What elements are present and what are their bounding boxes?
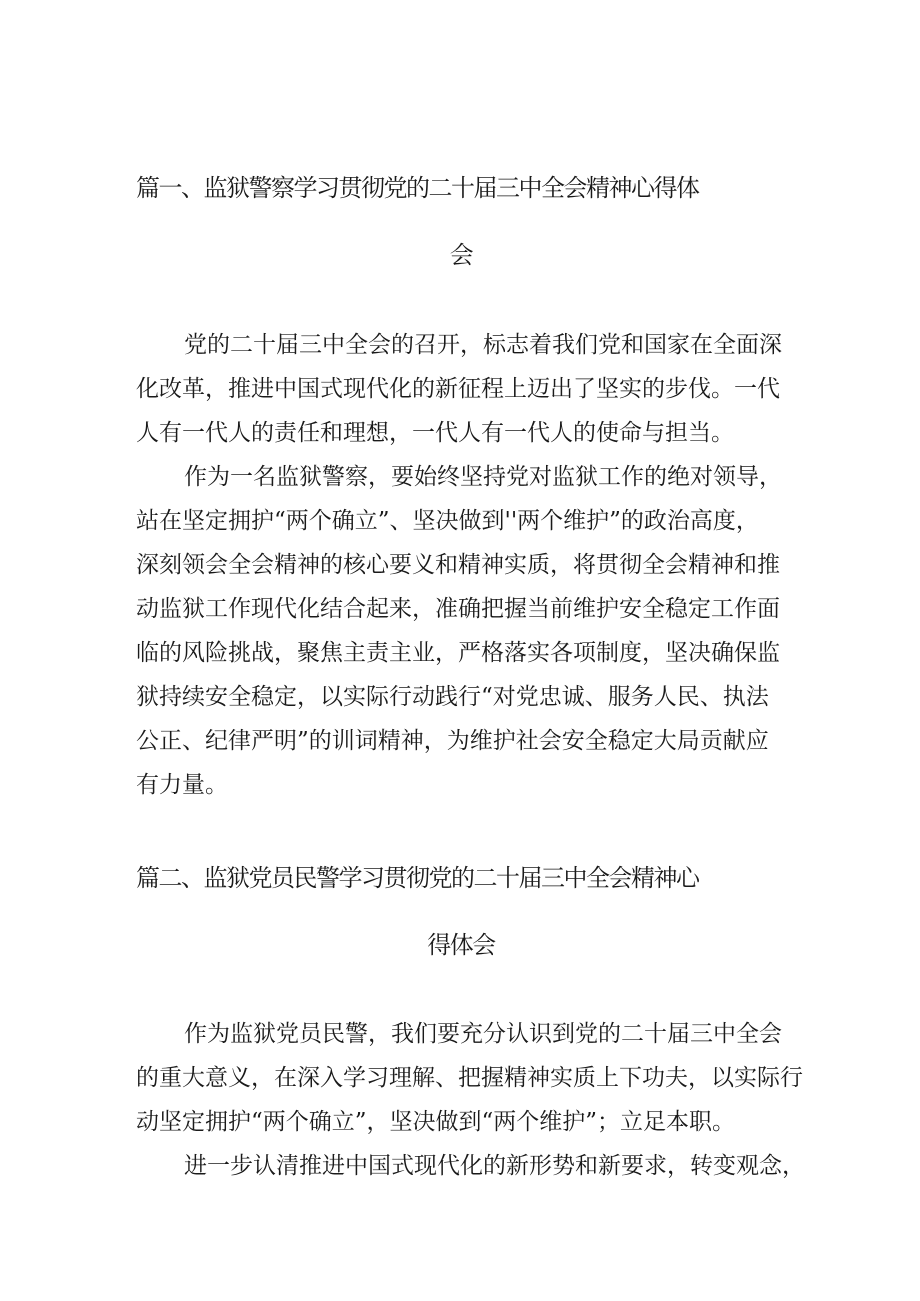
- text-line: 临的风险挑战，聚焦主责主业，严格落实各项制度，坚决确保监: [136, 640, 780, 666]
- text-line: 进一步认清推进中国式现代化的新形势和新要求，转变观念，: [184, 1153, 805, 1179]
- section1-title: [136, 176, 786, 267]
- text-line: 的重大意义，在深入学习理解、把握精神实质上下功夫，以实际行: [136, 1065, 803, 1091]
- text-line: 站在坚定拥护“两个确立”、坚决做到''两个维护”的政治高度，: [136, 508, 759, 534]
- text-line: 动坚定拥护“两个确立”，坚决做到“两个维护”；立足本职。: [136, 1109, 736, 1135]
- text-line: 作为一名监狱警察，要始终坚持党对监狱工作的绝对领导，: [184, 464, 782, 490]
- section1-title-line2: 会: [449, 241, 473, 269]
- text-line: 深刻领会全会精神的核心要义和精神实质，将贯彻全会精神和推: [136, 552, 780, 578]
- section2-title-line1: 篇二、监狱党员民警学习贯彻党的二十届三中全会精神心: [136, 864, 699, 892]
- text-line: 作为监狱党员民警，我们要充分认识到党的二十届三中全会: [184, 1021, 782, 1047]
- text-line: 动监狱工作现代化结合起来，准确把握当前维护安全稳定工作面: [136, 596, 780, 622]
- text-line: 有力量。: [136, 772, 228, 798]
- section2-title: [136, 866, 786, 957]
- text-line: 公正、纪律严明”的训词精神，为维护社会安全稳定大局贡献应: [136, 728, 769, 754]
- section1-title-line1: 篇一、监狱警察学习贯彻党的二十届三中全会精神心得体: [136, 174, 699, 202]
- section2-title-line2: 得体会: [427, 931, 495, 959]
- text-line: 党的二十届三中全会的召开，标志着我们党和国家在全面深: [184, 332, 782, 358]
- text-line: 化改革，推进中国式现代化的新征程上迈出了坚实的步伐。一代: [136, 376, 780, 402]
- text-line: 狱持续安全稳定，以实际行动践行“对党忠诚、服务人民、执法: [136, 684, 769, 710]
- text-line: 人有一代人的责任和理想，一代人有一代人的使命与担当。: [136, 420, 734, 446]
